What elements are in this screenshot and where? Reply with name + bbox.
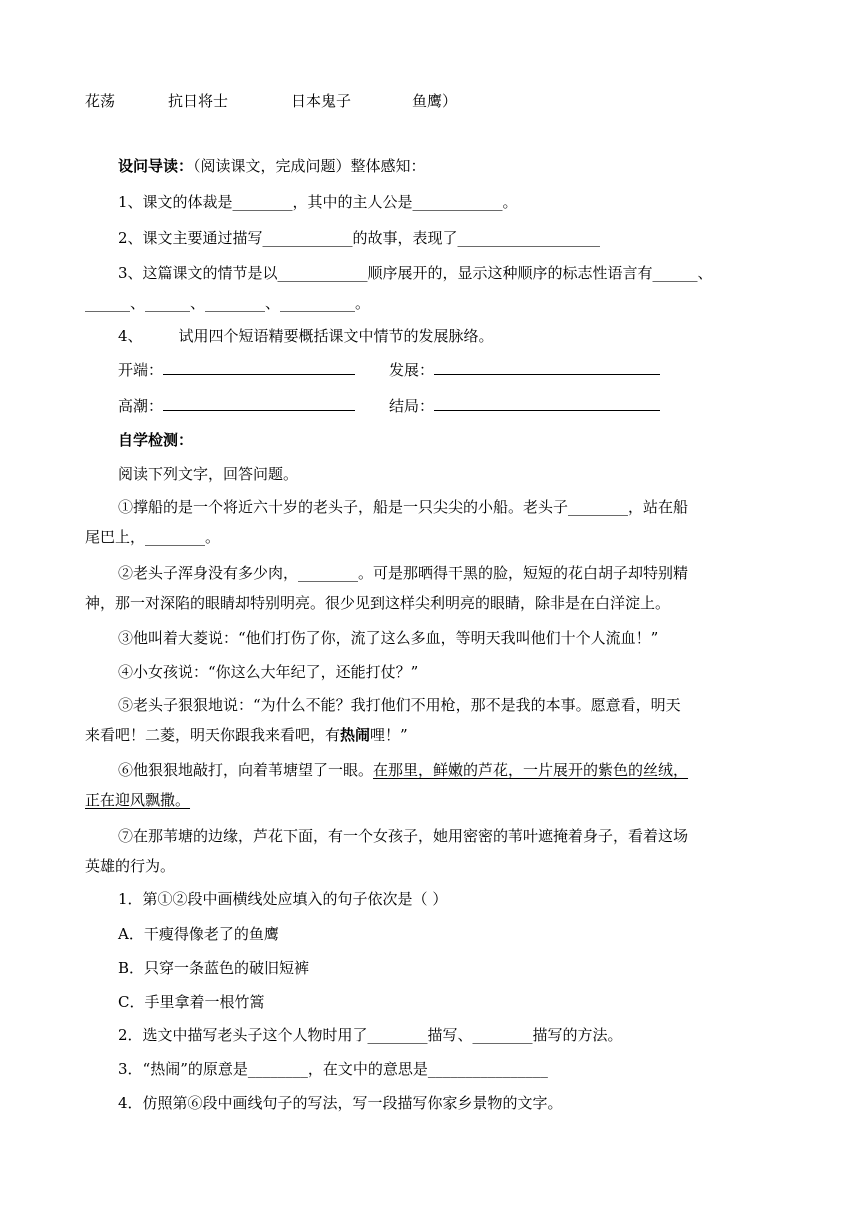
guide-intro: （阅读课文，完成问题）整体感知： [193, 157, 426, 175]
passage-p1-line-1: ①撑船的是一个将近六十岁的老头子，船是一只尖尖的小船。老头子________，站在船 [118, 498, 689, 516]
question-1: 1．第①②段中画横线处应填入的句子依次是（ ） [118, 890, 448, 908]
guide-question-2: 2、课文主要通过描写____________的故事，表现了___________________ [118, 229, 601, 247]
guide-heading-line [118, 156, 426, 176]
guide-question-4-text: 试用四个短语精要概括课文中情节的发展脉络。 [178, 327, 494, 345]
vocab-word: 抗日将士 [168, 92, 229, 110]
section-title-selftest: 自学检测： [118, 431, 194, 449]
option-b: B．只穿一条蓝色的破旧短裤 [118, 959, 310, 977]
question-4: 4．仿照第⑥段中画线句子的写法，写一段描写你家乡景物的文字。 [118, 1094, 563, 1112]
plot-field-end[interactable] [434, 396, 660, 411]
plot-field-start[interactable] [163, 360, 355, 375]
passage-p6-line-1 [118, 760, 688, 780]
question-3: 3．“热闹”的原意是________，在文中的意思是________________ [118, 1060, 548, 1078]
passage-p2-line-1: ②老头子浑身没有多少肉，________。可是那晒得干黑的脸，短短的花白胡子却特别精 [118, 564, 689, 582]
option-c: C．手里拿着一根竹篙 [118, 993, 265, 1011]
passage-p2-line-2: 神，那一对深陷的眼睛却特别明亮。很少见到这样尖利明亮的眼睛，除非是在白洋淀上。 [85, 594, 671, 612]
guide-question-4 [118, 326, 494, 346]
plot-label-end: 结局： [389, 397, 435, 415]
option-a: A．干瘦得像老了的鱼鹰 [118, 925, 279, 943]
passage-p5-line-2 [85, 725, 408, 745]
plot-field-develop[interactable] [434, 360, 660, 375]
passage-p7-line-2: 英雄的行为。 [85, 857, 176, 875]
passage-p4: ④小女孩说：“你这么大年纪了，还能打仗？” [118, 663, 419, 681]
passage-p5-line-1: ⑤老头子狠狠地说：“为什么不能？我打他们不用枪，那不是我的本事。愿意看，明天 [118, 696, 681, 714]
plot-label-climax: 高潮： [118, 397, 164, 415]
plot-row-2 [118, 396, 660, 416]
guide-question-4-number: 4、 [118, 327, 143, 345]
vocab-word: 日本鬼子 [291, 92, 352, 110]
guide-question-3-line-2: ______、______、________、__________。 [85, 294, 371, 312]
section-title-guide: 设问导读： [118, 157, 194, 175]
plot-row-1 [118, 360, 660, 380]
plot-field-climax[interactable] [163, 396, 355, 411]
passage-p5-tail: 哩！” [370, 726, 408, 744]
guide-question-1: 1、课文的体裁是________，其中的主人公是____________。 [118, 193, 518, 211]
vocab-word: 花荡 [85, 92, 116, 110]
plot-label-develop: 发展： [389, 361, 435, 379]
selftest-instruction: 阅读下列文字，回答问题。 [118, 465, 299, 483]
guide-question-3-line-1: 3、这篇课文的情节是以____________顺序展开的，显示这种顺序的标志性语言有______、 [118, 264, 713, 282]
passage-p7-line-1: ⑦在那苇塘的边缘，芦花下面，有一个女孩子，她用密密的苇叶遮掩着身子，看着这场 [118, 827, 689, 845]
question-2: 2．选文中描写老头子这个人物时用了________描写、________描写的方法。 [118, 1026, 623, 1044]
passage-p6-underlined: 在那里，鲜嫩的芦花，一片展开的紫色的丝绒， [373, 761, 689, 779]
passage-p1-line-2: 尾巴上，________。 [85, 528, 221, 546]
passage-p6-text: ⑥他狠狠地敲打，向着苇塘望了一眼。 [118, 761, 374, 779]
vocab-word: 鱼鹰） [412, 92, 458, 110]
passage-p3: ③他叫着大菱说：“他们打伤了你，流了这么多血，等明天我叫他们十个人流血！” [118, 629, 659, 647]
passage-p5-bold-word: 热闹 [340, 726, 371, 744]
passage-p5-text: 来看吧！二菱，明天你跟我来看吧，有 [85, 726, 341, 744]
plot-label-start: 开端： [118, 361, 164, 379]
passage-p6-line-2: 正在迎风飘撒。 [85, 791, 191, 809]
